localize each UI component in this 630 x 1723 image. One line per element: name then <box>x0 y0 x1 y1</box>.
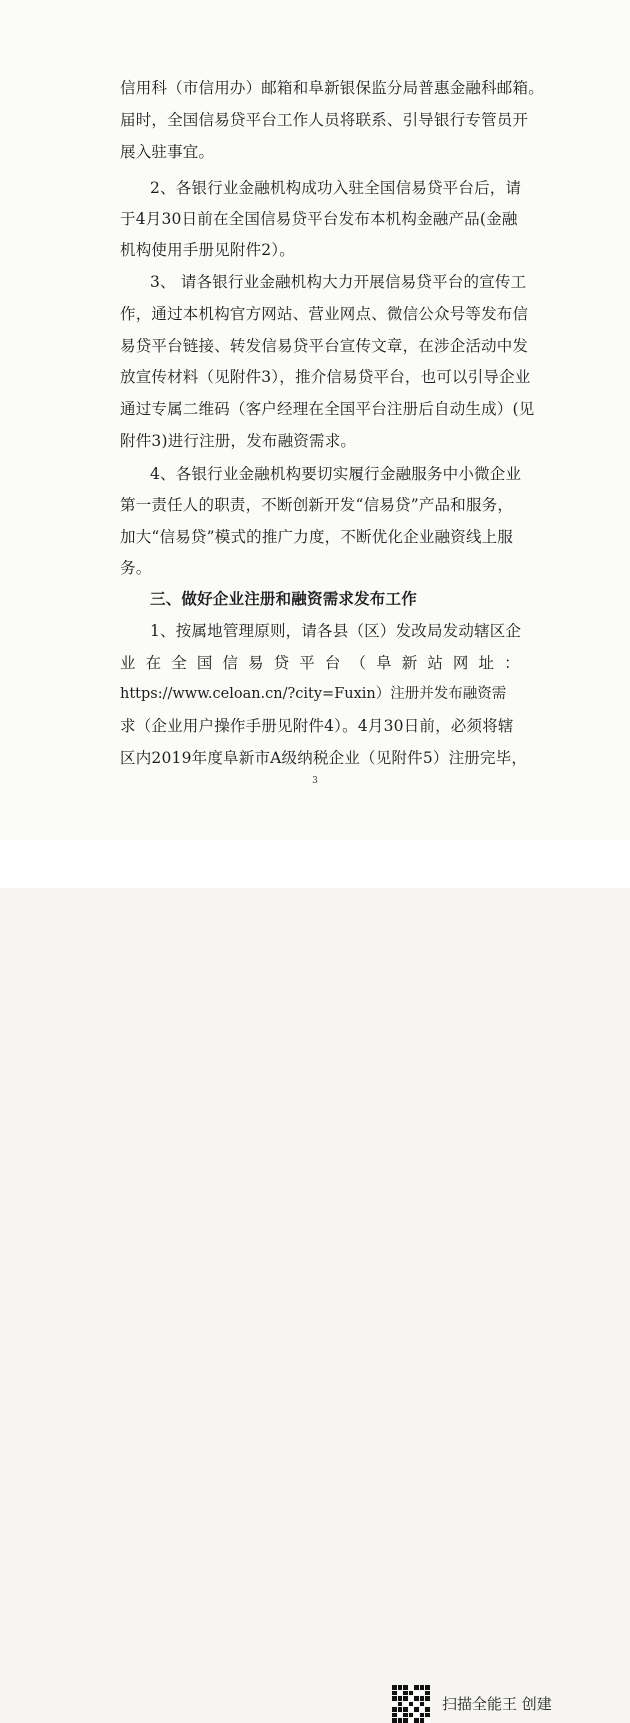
spaced-char: 信 <box>222 654 239 672</box>
text-line: 加大“信易贷”模式的推广力度，不断优化企业融资线上服 <box>120 528 514 546</box>
text-line: 通过专属二维码（客户经理在全国平台注册后自动生成）(见 <box>120 400 535 418</box>
qr-code-icon <box>392 1685 430 1723</box>
text-line: 务。 <box>120 559 152 577</box>
spaced-char: （ <box>350 654 367 672</box>
spaced-char: 网 <box>452 654 469 672</box>
document-page <box>0 0 630 840</box>
page-number: 3 <box>312 776 318 786</box>
text-line: 放宣传材料（见附件3），推介信易贷平台，也可以引导企业 <box>120 368 531 386</box>
text-line: 第一责任人的职责，不断创新开发“信易贷”产品和服务， <box>120 496 514 514</box>
spaced-char: 全 <box>171 654 187 672</box>
section-heading: 三、做好企业注册和融资需求发布工作 <box>150 590 417 608</box>
spaced-char: 阜 <box>376 654 392 672</box>
spaced-char: 新 <box>401 654 418 672</box>
text-line: 附件3)进行注册，发布融资需求。 <box>120 432 357 450</box>
text-line: 2、各银行业金融机构成功入驻全国信易贷平台后，请 <box>150 179 522 197</box>
scanner-brand-label: 扫描全能王 创建 <box>442 1695 552 1713</box>
text-line: 区内2019年度阜新市A级纳税企业（见附件5）注册完毕， <box>120 749 528 767</box>
text-line: 1、按属地管理原则，请各县（区）发改局发动辖区企 <box>150 622 522 640</box>
text-line: 易贷平台链接、转发信易贷平台宣传文章，在涉企活动中发 <box>120 337 529 355</box>
scanner-footer <box>0 840 630 1713</box>
text-line: 4、各银行业金融机构要切实履行金融服务中小微企业 <box>150 465 522 483</box>
spaced-char: 站 <box>427 654 444 672</box>
spaced-char: 易 <box>248 654 264 672</box>
spaced-char: 平 <box>299 654 315 672</box>
text-line: 于4月30日前在全国信易贷平台发布本机构金融产品(金融 <box>120 210 518 228</box>
text-line: 3、 请各银行业金融机构大力开展信易贷平台的宣传工 <box>150 273 527 291</box>
spaced-char: 业 <box>120 654 136 672</box>
text-line: 届时，全国信易贷平台工作人员将联系、引导银行专管员开 <box>120 111 529 129</box>
spaced-char: ： <box>504 654 520 672</box>
text-line: 作，通过本机构官方网站、营业网点、微信公众号等发布信 <box>120 305 529 323</box>
text-line: 展入驻事宜。 <box>120 143 215 161</box>
text-line-spaced <box>120 653 520 673</box>
text-line: 机构使用手册见附件2）。 <box>120 241 296 259</box>
spaced-char: 在 <box>145 654 162 672</box>
spaced-char: 贷 <box>273 654 290 672</box>
spaced-char: 址 <box>478 654 495 672</box>
text-line-url: https://www.celoan.cn/?city=Fuxin）注册并发布融资需 <box>120 686 507 702</box>
text-line: 信用科（市信用办）邮箱和阜新银保监分局普惠金融科邮箱。 <box>120 79 544 97</box>
spaced-char: 国 <box>196 654 213 672</box>
text-line: 求（企业用户操作手册见附件4）。4月30日前，必须将辖 <box>120 717 514 735</box>
spaced-char: 台 <box>324 654 341 672</box>
